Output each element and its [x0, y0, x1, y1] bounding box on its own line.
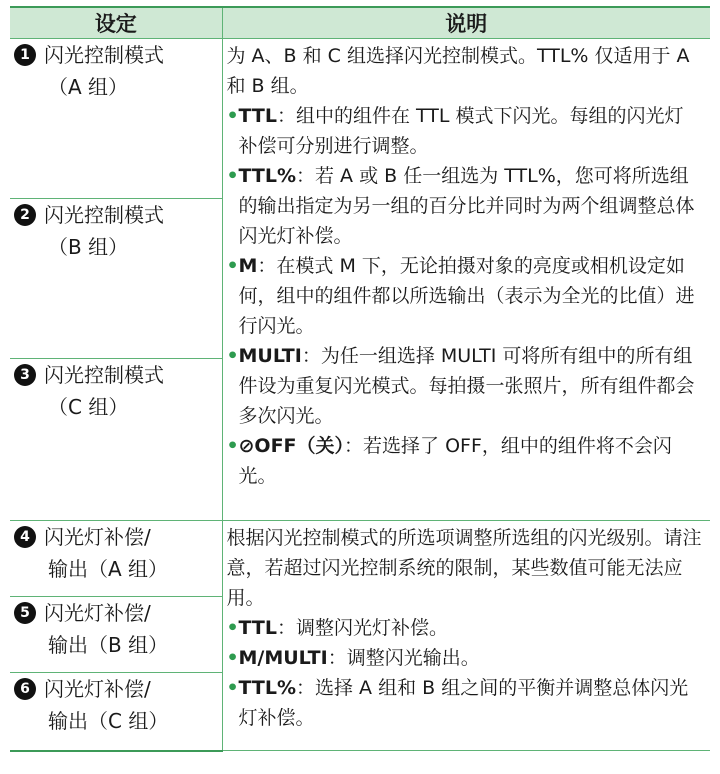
setting-cell-comp-c — [10, 673, 222, 751]
table-row — [10, 521, 710, 597]
keyword: TTL — [238, 105, 277, 127]
bullet-icon: • — [226, 105, 239, 127]
keyword: TTL% — [238, 165, 297, 187]
bullet-text: ：组中的组件在 TTL 模式下闪光。每组的闪光灯补偿可分别进行调整。 — [238, 105, 684, 157]
setting-name: 闪光灯补偿/ — [44, 525, 151, 549]
setting-name: 闪光控制模式 — [44, 363, 164, 387]
bullet-icon: • — [226, 255, 239, 277]
bullet-text: ：若选择了 OFF，组中的组件将不会闪光。 — [238, 435, 672, 487]
circled-number-4: 4 — [14, 526, 36, 548]
setting-cell-comp-b — [10, 597, 222, 673]
table-header-row — [10, 7, 710, 39]
settings-table-container — [10, 6, 710, 750]
setting-name: 闪光控制模式 — [44, 203, 164, 227]
header-setting: 设定 — [10, 7, 222, 39]
bullet-icon: • — [226, 435, 239, 457]
bullet-text: ：若 A 或 B 任一组选为 TTL%，您可将所选组的输出指定为另一组的百分比并同时为两个组调整总体闪光灯补偿。 — [238, 165, 695, 247]
keyword: TTL — [238, 617, 277, 639]
circled-number-6: 6 — [14, 678, 36, 700]
list-item — [227, 431, 703, 491]
description-intro: 为 A、B 和 C 组选择闪光控制模式。TTL% 仅适用于 A 和 B 组。 — [226, 45, 690, 97]
bullet-text: ：调整闪光输出。 — [327, 647, 480, 669]
list-item — [227, 161, 703, 251]
setting-group: 输出（A 组） — [48, 557, 169, 581]
bullet-icon: • — [226, 165, 239, 187]
comp-description-cell — [222, 521, 710, 751]
bullet-icon: • — [226, 617, 239, 639]
setting-cell-mode-a — [10, 39, 222, 199]
keyword: ⊘OFF（关） — [238, 435, 345, 457]
list-item — [227, 613, 703, 643]
flash-settings-table — [10, 6, 710, 752]
list-item — [227, 643, 703, 673]
bullet-text: ：选择 A 组和 B 组之间的平衡并调整总体闪光灯补偿。 — [238, 677, 689, 729]
keyword: M/MULTI — [238, 647, 328, 669]
bullet-icon: • — [226, 345, 239, 367]
bullet-text: ：调整闪光灯补偿。 — [276, 617, 448, 639]
circled-number-3: 3 — [14, 364, 36, 386]
header-description: 说明 — [222, 7, 710, 39]
setting-group: （A 组） — [48, 75, 129, 99]
bullet-text: ：为任一组选择 MULTI 可将所有组中的所有组件设为重复闪光模式。每拍摄一张照片，所有组件都会多次闪光。 — [238, 345, 695, 427]
setting-cell-comp-a — [10, 521, 222, 597]
setting-name: 闪光灯补偿/ — [44, 677, 151, 701]
setting-name: 闪光控制模式 — [44, 43, 164, 67]
keyword: M — [238, 255, 258, 277]
setting-group: （B 组） — [48, 235, 129, 259]
keyword: MULTI — [238, 345, 302, 367]
list-item — [227, 341, 703, 431]
mode-description-cell — [222, 39, 710, 521]
circled-number-1: 1 — [14, 44, 36, 66]
bullet-icon: • — [226, 677, 239, 699]
bullet-icon: • — [226, 647, 239, 669]
keyword: TTL% — [238, 677, 297, 699]
setting-name: 闪光灯补偿/ — [44, 601, 151, 625]
circled-number-2: 2 — [14, 204, 36, 226]
list-item — [227, 101, 703, 161]
bullet-text: ：在模式 M 下，无论拍摄对象的亮度或相机设定如何，组中的组件都以所选输出（表示为全光的比值）进行闪光。 — [238, 255, 695, 337]
setting-group: （C 组） — [48, 395, 129, 419]
description-intro: 根据闪光控制模式的所选项调整所选组的闪光级别。请注意，若超过闪光控制系统的限制，某些数值可能无法应用。 — [226, 527, 702, 609]
setting-cell-mode-c — [10, 359, 222, 521]
table-row — [10, 39, 710, 199]
setting-group: 输出（B 组） — [48, 633, 169, 657]
list-item — [227, 673, 703, 733]
setting-cell-mode-b — [10, 199, 222, 359]
setting-group: 输出（C 组） — [48, 709, 169, 733]
list-item — [227, 251, 703, 341]
circled-number-5: 5 — [14, 602, 36, 624]
